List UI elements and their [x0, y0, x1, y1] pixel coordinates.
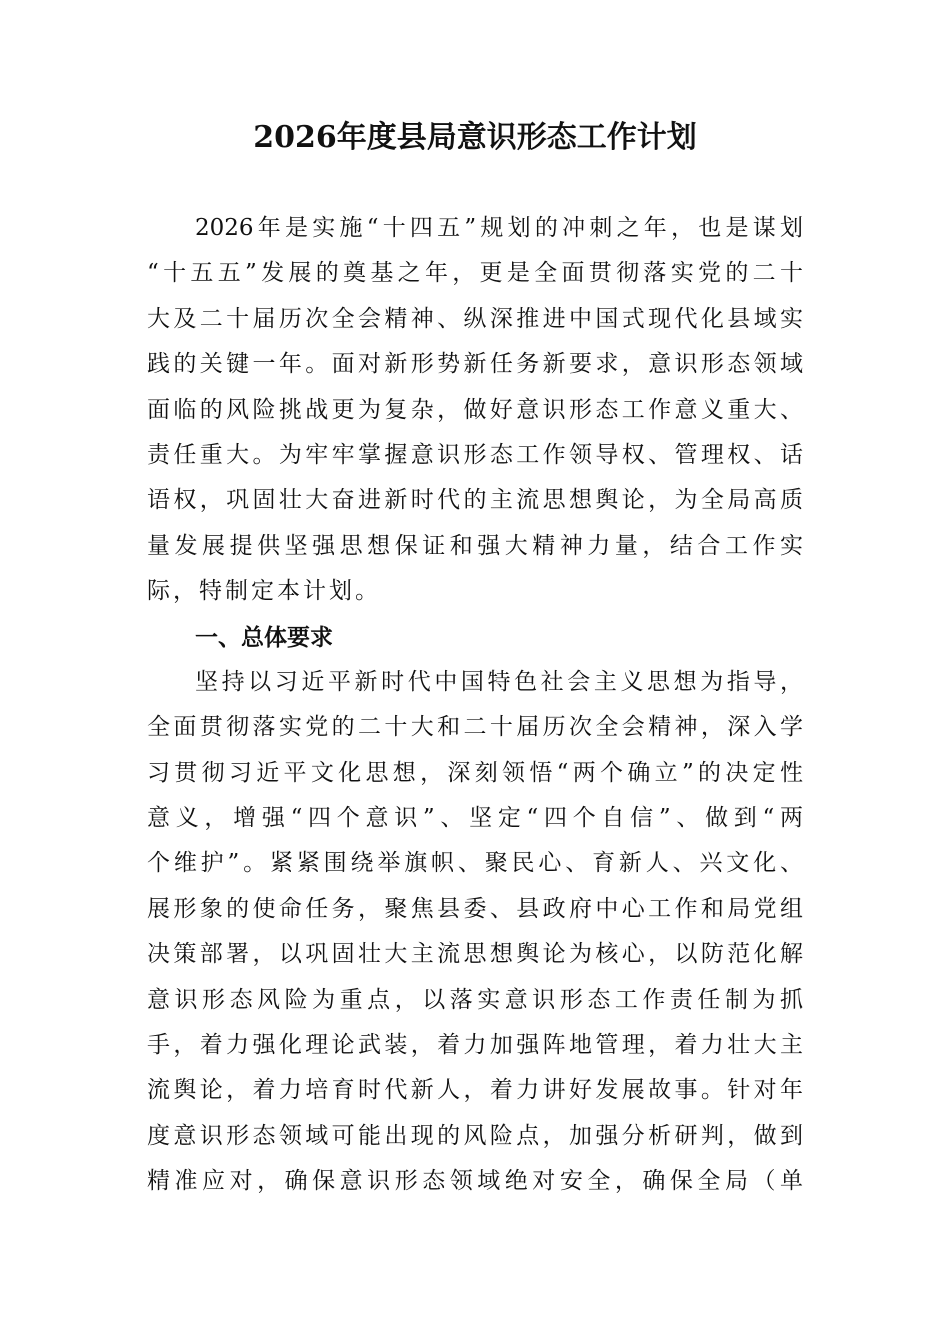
paragraph-line: 全面贯彻落实党的二十大和二十届历次全会精神，深入学	[147, 714, 803, 741]
paragraph-line: 流舆论，着力培育时代新人，着力讲好发展故事。针对年	[147, 1077, 803, 1104]
paragraph-line: 意义，增强“四个意识”、坚定“四个自信”、做到“两	[147, 805, 803, 832]
paragraph-line: 坚持以习近平新时代中国特色社会主义思想为指导，	[195, 668, 803, 695]
document-body	[147, 206, 803, 1205]
paragraph-line: 践的关键一年。面对新形势新任务新要求，意识形态领域	[147, 351, 803, 378]
paragraph-line: 手，着力强化理论武装，着力加强阵地管理，着力壮大主	[147, 1032, 803, 1059]
section-heading: 一、总体要求	[195, 623, 333, 651]
intro-paragraph	[147, 206, 803, 615]
paragraph-line: 大及二十届历次全会精神、纵深推进中国式现代化县域实	[147, 305, 803, 332]
paragraph-line: 度意识形态领域可能出现的风险点，加强分析研判，做到	[147, 1122, 803, 1149]
paragraph-line: 个维护”。紧紧围绕举旗帜、聚民心、育新人、兴文化、	[147, 850, 803, 877]
document-title: 2026年度县局意识形态工作计划	[253, 120, 697, 155]
paragraph-line: 面临的风险挑战更为复杂，做好意识形态工作意义重大、	[147, 396, 803, 423]
paragraph-line: 语权，巩固壮大奋进新时代的主流思想舆论，为全局高质	[147, 487, 803, 514]
paragraph-line: “十五五”发展的奠基之年，更是全面贯彻落实党的二十	[147, 260, 803, 287]
paragraph-line: 展形象的使命任务，聚焦县委、县政府中心工作和局党组	[147, 895, 803, 922]
paragraph-line: 精准应对，确保意识形态领域绝对安全，确保全局（单	[147, 1168, 803, 1195]
paragraph-line: 习贯彻习近平文化思想，深刻领悟“两个确立”的决定性	[147, 759, 803, 786]
paragraph-line: 量发展提供坚强思想保证和强大精神力量，结合工作实	[147, 532, 803, 559]
requirements-paragraph	[147, 660, 803, 1205]
paragraph-line: 际，特制定本计划。	[147, 578, 381, 605]
paragraph-line: 决策部署，以巩固壮大主流思想舆论为核心，以防范化解	[147, 941, 803, 968]
paragraph-line: 责任重大。为牢牢掌握意识形态工作领导权、管理权、话	[147, 441, 803, 468]
paragraph-line: 意识形态风险为重点，以落实意识形态工作责任制为抓	[147, 986, 803, 1013]
paragraph-line: 2026年是实施“十四五”规划的冲刺之年，也是谋划	[195, 215, 803, 241]
